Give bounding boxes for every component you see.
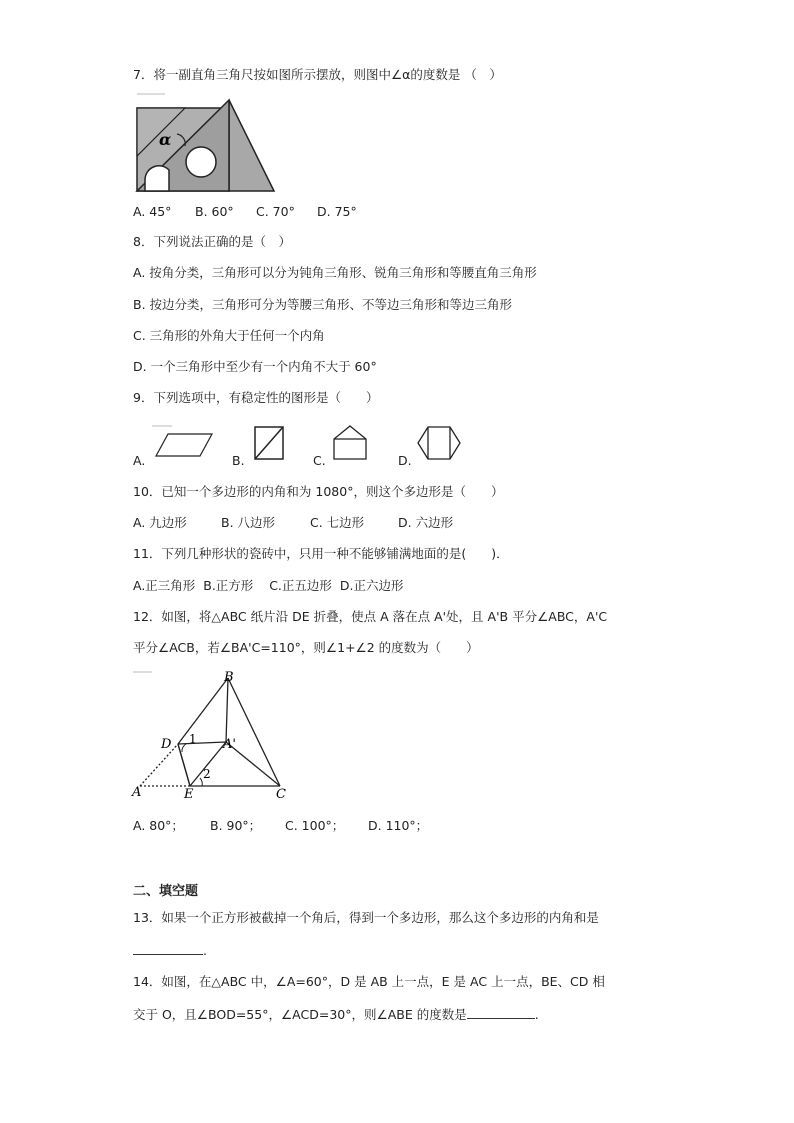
q14-line2	[133, 1004, 539, 1024]
q13-answer-line	[133, 940, 207, 960]
q12-figure-folded-triangle	[130, 668, 300, 806]
q12-option-d: D. 110°；	[368, 818, 429, 833]
q8-option-d: D. 一个三角形中至少有一个内角不大于 60°	[133, 359, 377, 374]
q14-period: .	[534, 1007, 539, 1022]
label-angle-1: 1	[189, 732, 197, 746]
q7-option-d: D. 75°	[317, 204, 357, 219]
q13-answer-blank[interactable]	[133, 940, 203, 955]
label-e: E	[184, 787, 194, 802]
q8-option-a: A. 按角分类，三角形可以分为钝角三角形、锐角三角形和等腰直角三角形	[133, 265, 537, 280]
q9-figure-rectangle-with-diagonal	[250, 423, 290, 467]
q9-label-d: D.	[398, 453, 412, 468]
q8-option-b: B. 按边分类，三角形可分为等腰三角形、不等边三角形和等边三角形	[133, 297, 513, 312]
q10-option-a: A. 九边形	[133, 515, 187, 530]
label-c: C	[276, 787, 286, 802]
q12-option-a: A. 80°；	[133, 818, 184, 833]
label-angle-2: 2	[203, 767, 211, 781]
q7-option-c: C. 70°	[256, 204, 295, 219]
q10-option-c: C. 七边形	[310, 515, 365, 530]
label-a: A	[132, 785, 142, 800]
q12-stem-line1: 12．如图，将△ABC 纸片沿 DE 折叠，使点 A 落在点 A'处，且 A'B 平分∠ABC，A'C	[133, 609, 608, 624]
q10-option-b: B. 八边形	[221, 515, 276, 530]
q9-figure-house-pentagon	[330, 423, 370, 467]
q9-label-c: C.	[313, 453, 326, 468]
q11-options: A.正三角形 B.正方形 C.正五边形 D.正六边形	[133, 578, 404, 593]
label-b: B	[224, 670, 234, 685]
q9-label-b: B.	[232, 453, 245, 468]
q11-stem: 11．下列几种形状的瓷砖中，只用一种不能够铺满地面的是( )．	[133, 546, 509, 561]
q7-option-a: A. 45°	[133, 204, 172, 219]
q8-stem: 8．下列说法正确的是（ ）	[133, 234, 291, 249]
q9-figure-hexagon	[414, 423, 468, 467]
section-fill-in-title: 二、填空题	[133, 884, 199, 899]
q7-figure-triangle-rulers	[133, 92, 283, 198]
q9-stem: 9．下列选项中，有稳定性的图形是（ ）	[133, 390, 379, 405]
label-a-prime: A'	[223, 737, 236, 752]
q13-line1: 13．如果一个正方形被截掉一个角后，得到一个多边形，那么这个多边形的内角和是	[133, 910, 599, 925]
q9-figure-parallelogram	[150, 424, 214, 464]
q14-line1: 14．如图，在△ABC 中，∠A=60°，D 是 AB 上一点，E 是 AC 上一点，BE、CD 相	[133, 974, 605, 989]
q7-option-b: B. 60°	[195, 204, 234, 219]
q14-line2-text: 交于 O，且∠BOD=55°，∠ACD=30°，则∠ABE 的度数是	[133, 1007, 467, 1022]
q12-stem-line2: 平分∠ACB，若∠BA'C=110°，则∠1+∠2 的度数为（ ）	[133, 640, 479, 655]
q12-option-c: C. 100°；	[285, 818, 345, 833]
q7-stem: 7．将一副直角三角尺按如图所示摆放，则图中∠α的度数是 （ ）	[133, 67, 502, 82]
q12-option-b: B. 90°；	[210, 818, 262, 833]
q10-stem: 10．已知一个多边形的内角和为 1080°，则这个多边形是（ ）	[133, 484, 504, 499]
q10-option-d: D. 六边形	[398, 515, 454, 530]
q9-label-a: A.	[133, 453, 146, 468]
label-d: D	[161, 737, 172, 752]
alpha-label: α	[159, 130, 172, 149]
q13-period: .	[203, 943, 207, 958]
q8-option-c: C. 三角形的外角大于任何一个内角	[133, 328, 325, 343]
q14-answer-blank[interactable]	[467, 1004, 535, 1019]
